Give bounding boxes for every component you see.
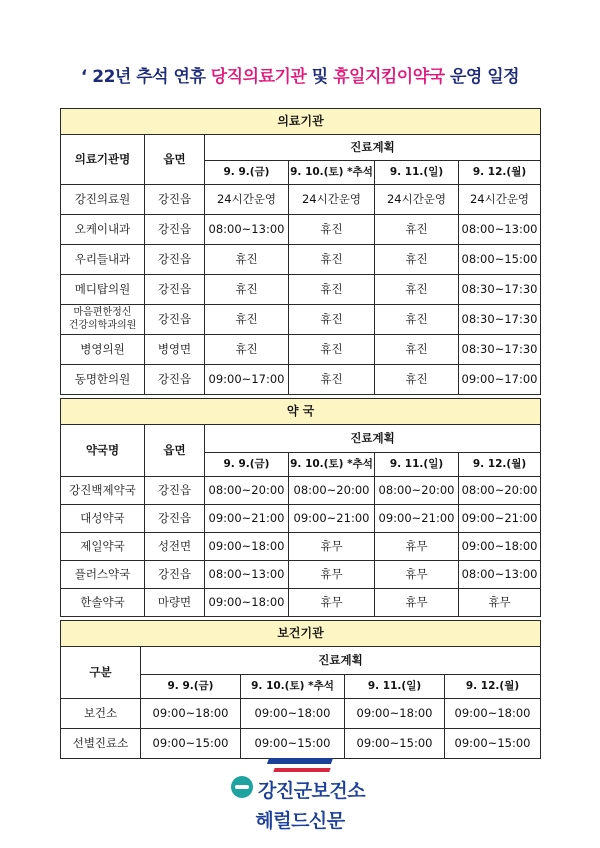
- date-header: 9. 9.(금): [205, 453, 289, 477]
- medical-section-title: 의료기관: [61, 109, 541, 135]
- row-schedule: 09:00~18:00: [459, 533, 541, 561]
- row-schedule: 휴진: [375, 215, 459, 245]
- date-header: 9. 10.(토) *추석: [241, 675, 345, 699]
- medical-table: [60, 108, 541, 395]
- row-region: 강진읍: [145, 305, 205, 335]
- row-name: 제일약국: [61, 533, 145, 561]
- row-schedule: 09:00~18:00: [241, 699, 345, 729]
- table-row: [61, 245, 541, 275]
- row-schedule: 휴진: [375, 365, 459, 395]
- pharmacy-section-title: 약 국: [61, 399, 541, 425]
- row-name: 선별진료소: [61, 729, 141, 759]
- row-schedule: 08:00~20:00: [375, 477, 459, 505]
- row-schedule: 08:00~15:00: [459, 245, 541, 275]
- date-header: 9. 9.(금): [205, 161, 289, 185]
- title-and: 및: [306, 67, 334, 87]
- row-schedule: 휴무: [375, 561, 459, 589]
- health-center-logo-icon: [231, 776, 253, 798]
- row-schedule: 휴진: [375, 335, 459, 365]
- row-schedule: 휴무: [289, 561, 375, 589]
- col-header-plan: 진료계획: [205, 425, 541, 453]
- row-schedule: 09:00~18:00: [345, 699, 445, 729]
- row-schedule: 08:00~13:00: [459, 561, 541, 589]
- row-schedule: 08:30~17:30: [459, 335, 541, 365]
- row-name: 대성약국: [61, 505, 145, 533]
- row-schedule: 24시간운영: [375, 185, 459, 215]
- row-region: 마량면: [145, 589, 205, 617]
- page-title: [0, 62, 600, 87]
- footer-newspaper-name: 헤럴드신문: [255, 810, 345, 832]
- row-name: 플러스약국: [61, 561, 145, 589]
- row-schedule: 08:00~13:00: [205, 561, 289, 589]
- table-row: [61, 275, 541, 305]
- row-name: 강진의료원: [61, 185, 145, 215]
- footer-org-name: 강진군보건소: [258, 780, 366, 802]
- row-schedule: 09:00~21:00: [205, 505, 289, 533]
- row-schedule: 09:00~17:00: [459, 365, 541, 395]
- row-schedule: 09:00~15:00: [141, 729, 241, 759]
- row-schedule: 휴진: [289, 275, 375, 305]
- col-header-name: 구분: [61, 647, 141, 699]
- row-schedule: 휴진: [375, 305, 459, 335]
- row-name-line: 마음편한정신: [73, 307, 132, 318]
- row-name: 메디탑의원: [61, 275, 145, 305]
- row-schedule: 09:00~15:00: [345, 729, 445, 759]
- row-schedule: 휴진: [289, 245, 375, 275]
- table-row: [61, 305, 541, 335]
- row-schedule: 24시간운영: [205, 185, 289, 215]
- row-schedule: 09:00~21:00: [289, 505, 375, 533]
- row-schedule: 08:00~20:00: [205, 477, 289, 505]
- row-schedule: 휴무: [375, 589, 459, 617]
- row-schedule: 08:00~13:00: [205, 215, 289, 245]
- row-schedule: 09:00~17:00: [205, 365, 289, 395]
- row-schedule: 휴무: [375, 533, 459, 561]
- date-header: 9. 11.(일): [375, 453, 459, 477]
- date-header: 9. 10.(토) *추석: [289, 161, 375, 185]
- table-row: [61, 533, 541, 561]
- row-name: 우리들내과: [61, 245, 145, 275]
- row-schedule: 08:00~20:00: [289, 477, 375, 505]
- row-schedule: 휴무: [289, 533, 375, 561]
- title-prefix: ‘ 22년 추석 연휴: [80, 67, 211, 87]
- table-row: [61, 185, 541, 215]
- table-row: [61, 589, 541, 617]
- row-schedule: 휴진: [289, 335, 375, 365]
- col-header-name: 의료기관명: [61, 135, 145, 185]
- table-row: [61, 215, 541, 245]
- row-schedule: 09:00~18:00: [205, 533, 289, 561]
- row-schedule: 24시간운영: [459, 185, 541, 215]
- table-row: [61, 561, 541, 589]
- row-name: 동명한의원: [61, 365, 145, 395]
- row-region: 강진읍: [145, 245, 205, 275]
- health-section-title: 보건기관: [61, 621, 541, 647]
- row-schedule: 휴진: [205, 245, 289, 275]
- row-schedule: 08:30~17:30: [459, 305, 541, 335]
- row-name: 강진백제약국: [61, 477, 145, 505]
- table-row: [61, 505, 541, 533]
- date-header: 9. 11.(일): [345, 675, 445, 699]
- newspaper-logo-mark: [268, 752, 334, 778]
- row-name: 오케이내과: [61, 215, 145, 245]
- table-row: [61, 365, 541, 395]
- row-schedule: 휴무: [289, 589, 375, 617]
- col-header-region: 읍면: [145, 425, 205, 477]
- row-schedule: 09:00~15:00: [241, 729, 345, 759]
- row-name: [61, 305, 145, 335]
- row-schedule: 09:00~18:00: [445, 699, 541, 729]
- row-schedule: 09:00~21:00: [375, 505, 459, 533]
- col-header-name: 약국명: [61, 425, 145, 477]
- row-region: 강진읍: [145, 505, 205, 533]
- date-header: 9. 12.(월): [445, 675, 541, 699]
- col-header-plan: 진료계획: [205, 135, 541, 161]
- row-schedule: 휴진: [205, 335, 289, 365]
- row-region: 강진읍: [145, 365, 205, 395]
- row-region: 강진읍: [145, 185, 205, 215]
- date-header: 9. 12.(월): [459, 161, 541, 185]
- date-header: 9. 12.(월): [459, 453, 541, 477]
- row-schedule: 09:00~15:00: [445, 729, 541, 759]
- row-name: 한솔약국: [61, 589, 145, 617]
- row-schedule: 휴진: [205, 305, 289, 335]
- row-region: 강진읍: [145, 477, 205, 505]
- row-name: 병영의원: [61, 335, 145, 365]
- row-schedule: 휴무: [459, 589, 541, 617]
- title-pharmacy: 휴일지킴이약국: [333, 67, 445, 87]
- row-region: 강진읍: [145, 215, 205, 245]
- table-row: [61, 335, 541, 365]
- row-schedule: 08:00~13:00: [459, 215, 541, 245]
- health-table: [60, 620, 541, 759]
- table-row: [61, 699, 541, 729]
- date-header: 9. 9.(금): [141, 675, 241, 699]
- row-schedule: 휴진: [289, 305, 375, 335]
- row-schedule: 24시간운영: [289, 185, 375, 215]
- row-schedule: 휴진: [205, 275, 289, 305]
- row-schedule: 09:00~18:00: [141, 699, 241, 729]
- col-header-plan: 진료계획: [141, 647, 541, 675]
- row-region: 성전면: [145, 533, 205, 561]
- date-header: 9. 11.(일): [375, 161, 459, 185]
- row-schedule: 09:00~18:00: [205, 589, 289, 617]
- col-header-region: 읍면: [145, 135, 205, 185]
- row-region: 강진읍: [145, 275, 205, 305]
- date-header: 9. 10.(토) *추석: [289, 453, 375, 477]
- row-name: 보건소: [61, 699, 141, 729]
- row-name-line: 건강의학과의원: [68, 319, 137, 331]
- row-schedule: 08:00~20:00: [459, 477, 541, 505]
- row-schedule: 휴진: [289, 215, 375, 245]
- row-schedule: 08:30~17:30: [459, 275, 541, 305]
- row-schedule: 09:00~21:00: [459, 505, 541, 533]
- row-region: 강진읍: [145, 561, 205, 589]
- pharmacy-table: [60, 398, 541, 617]
- table-row: [61, 477, 541, 505]
- row-schedule: 휴진: [375, 275, 459, 305]
- row-region: 병영면: [145, 335, 205, 365]
- title-medical: 당직의료기관: [210, 67, 307, 87]
- row-schedule: 휴진: [375, 245, 459, 275]
- title-suffix: 운영 일정: [444, 67, 520, 87]
- row-schedule: 휴진: [289, 365, 375, 395]
